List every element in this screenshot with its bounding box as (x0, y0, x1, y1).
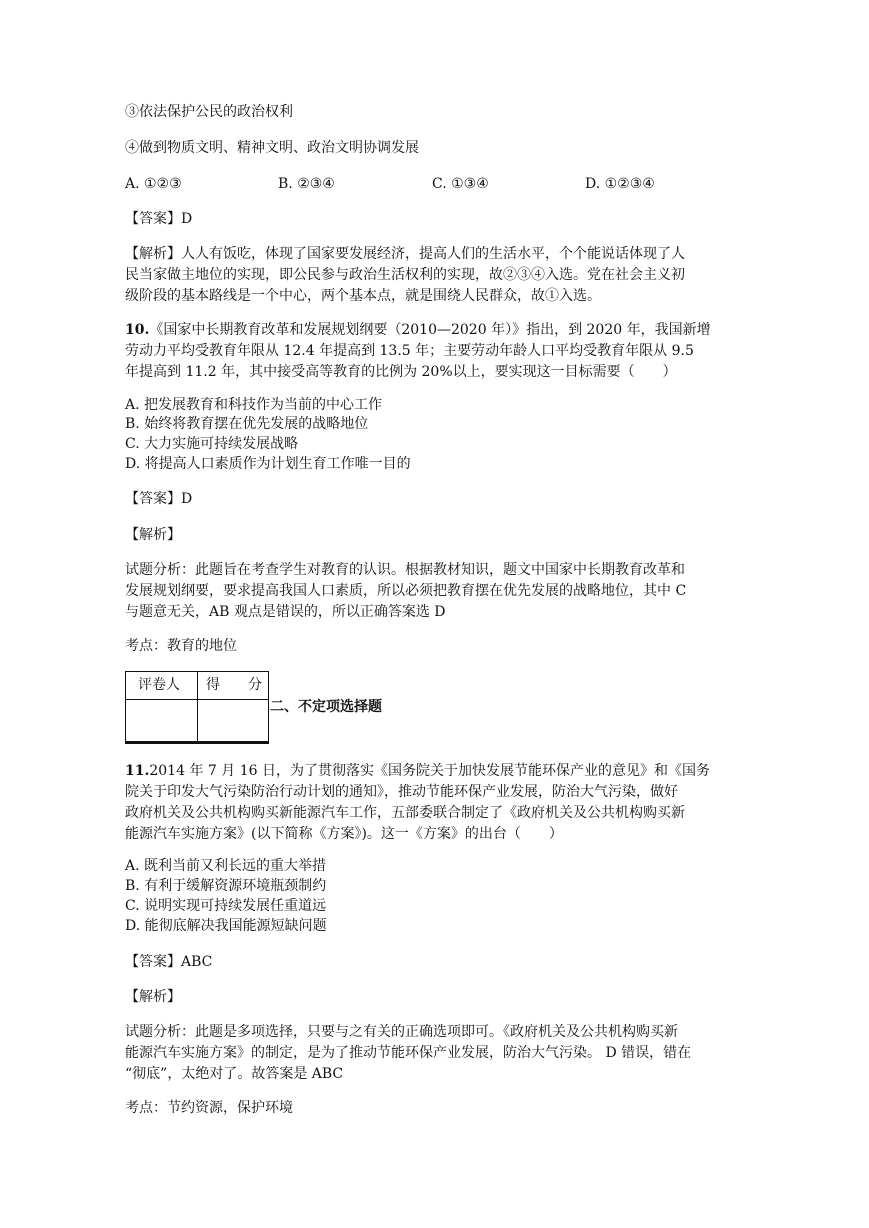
q11-number: 11. (125, 763, 150, 779)
q10-point: 考点：教育的地位 (125, 638, 237, 654)
q10-stem-line-3: 年提高到 11.2 年，其中接受高等教育的比例为 20%以上，要实现这一目标需要（ ） (125, 364, 677, 380)
score-table-grader-label: 评卷人 (138, 677, 180, 693)
q9-option-b: B. ②③④ (278, 176, 335, 192)
q11-answer: 【答案】ABC (125, 954, 213, 970)
q9-option-d: D. ①②③④ (585, 176, 655, 192)
q10-stem-line-2: 劳动力平均受教育年限从 12.4 年提高到 13.5 年；主要劳动年龄人口平均受教育年限从 9.5 (125, 343, 694, 359)
q10-analysis-label: 【解析】 (125, 527, 181, 543)
q11-option-b: B. 有利于缓解资源环境瓶颈制约 (125, 878, 327, 894)
q9-answer: 【答案】D (125, 211, 193, 227)
q10-option-b: B. 始终将教育摆在优先发展的战略地位 (125, 416, 369, 432)
q10-stem-text-1: 《国家中长期教育改革和发展规划纲要（2010—2020 年）》指出，到 2020 年，我国新增 (149, 322, 711, 338)
q11-option-c: C. 说明实现可持续发展任重道远 (125, 898, 327, 914)
score-table-score-label: 得 分 (206, 677, 262, 693)
q10-option-a: A. 把发展教育和科技作为当前的中心工作 (125, 397, 383, 413)
q10-analysis-line-1: 试题分析：此题旨在考查学生对教育的认识。根据教材知识，题文中国家中长期教育改革和 (125, 562, 685, 578)
q11-analysis-line-3: “彻底”，太绝对了。故答案是 ABC (125, 1066, 344, 1082)
q9-option-c: C. ①③④ (432, 176, 489, 192)
q11-analysis-line-1: 试题分析：此题是多项选择，只要与之有关的正确选项即可。《政府机关及公共机构购买新 (125, 1024, 678, 1040)
section-title: 二、不定项选择题 (270, 699, 382, 715)
q11-stem-line-2: 院关于印发大气污染防治行动计划的通知》，推动节能环保产业发展，防治大气污染，做好 (125, 784, 678, 800)
q10-number: 10. (125, 322, 150, 338)
q11-analysis-label: 【解析】 (125, 989, 181, 1005)
q11-option-a: A. 既利当前又利长远的重大举措 (125, 858, 327, 874)
score-table (125, 671, 269, 744)
q9-options (125, 174, 725, 194)
q10-stem-line-1 (125, 320, 711, 340)
q9-option-a: A. ①②③ (125, 176, 182, 192)
q9-item-3: ③依法保护公民的政治权利 (125, 104, 293, 120)
q9-analysis-line-3: 级阶段的基本路线是一个中心，两个基本点，就是围绕人民群众，故①入选。 (125, 288, 601, 304)
q11-analysis-line-2: 能源汽车实施方案》的制定，是为了推动节能环保产业发展，防治大气污染。 D 错误，错在 (125, 1045, 692, 1061)
q11-stem-text-1: 2014 年 7 月 16 日，为了贯彻落实《国务院关于加快发展节能环保产业的意见》和《国务 (149, 763, 710, 779)
q9-item-4: ④做到物质文明、精神文明、政治文明协调发展 (125, 140, 419, 156)
q11-stem-line-3: 政府机关及公共机构购买新能源汽车工作，五部委联合制定了《政府机关及公共机构购买新 (125, 805, 685, 821)
q10-analysis-line-2: 发展规划纲要，要求提高我国人口素质，所以必须把教育摆在优先发展的战略地位，其中 C (125, 583, 687, 599)
q10-option-c: C. 大力实施可持续发展战略 (125, 436, 299, 452)
q10-answer: 【答案】D (125, 491, 193, 507)
q10-analysis-line-3: 与题意无关，AB 观点是错误的，所以正确答案选 D (125, 604, 446, 620)
q11-option-d: D. 能彻底解决我国能源短缺问题 (125, 918, 327, 934)
q11-stem-line-1 (125, 761, 710, 781)
q11-stem-line-4: 能源汽车实施方案》(以下简称《方案》)。这一《方案》的出台（ ） (125, 826, 563, 842)
q9-analysis-line-2: 民当家做主地位的实现，即公民参与政治生活权利的实现，故②③④入选。党在社会主义初 (125, 267, 685, 283)
score-table-divider (197, 672, 198, 741)
q9-analysis-line-1: 【解析】人人有饭吃，体现了国家要发展经济，提高人们的生活水平，个个能说话体现了人 (125, 246, 685, 262)
q10-option-d: D. 将提高人口素质作为计划生育工作唯一目的 (125, 456, 411, 472)
q11-point: 考点：节约资源，保护环境 (125, 1100, 293, 1116)
